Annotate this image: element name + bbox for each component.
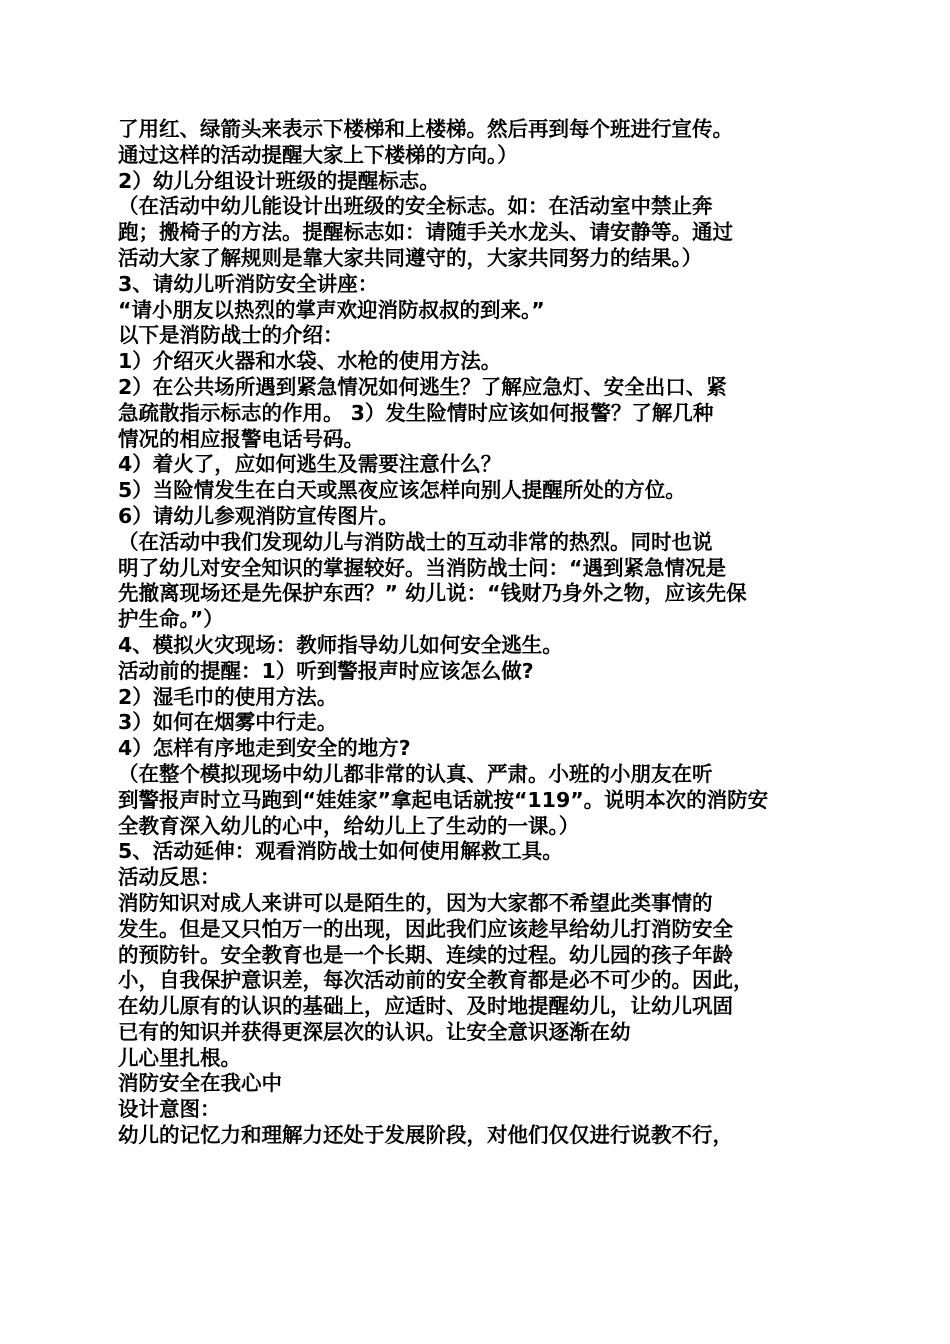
text-line: 5）当险情发生在白天或黑夜应该怎样向别人提醒所处的方位。: [118, 478, 686, 503]
text-line: 了用红、绿箭头来表示下楼梯和上楼梯。然后再到每个班进行宣传。: [118, 117, 733, 141]
text-line: 儿心里扎根。: [118, 1045, 241, 1070]
text-line: 4、模拟火灾现场：教师指导幼儿如何安全逃生。: [118, 632, 563, 657]
text-line: 跑；搬椅子的方法。提醒标志如：请随手关水龙头、请安静等。通过: [118, 220, 733, 245]
text-line: 2）湿毛巾的使用方法。: [118, 684, 338, 709]
text-line: 幼儿的记忆力和理解力还处于发展阶段，对他们仅仅进行说教不行，: [118, 1123, 733, 1148]
document-body: [118, 117, 848, 1149]
section-heading: 消防安全在我心中: [118, 1071, 282, 1096]
text-line: 通过这样的活动提醒大家上下楼梯的方向。）: [118, 142, 518, 167]
text-line: 1）介绍灭火器和水袋、水枪的使用方法。: [118, 349, 502, 374]
text-line: 发生。但是又只怕万一的出现，因此我们应该趁早给幼儿打消防安全: [118, 916, 733, 941]
text-line: 设计意图：: [118, 1097, 221, 1122]
text-line: 在幼儿原有的认识的基础上，应适时、及时地提醒幼儿，让幼儿巩固: [118, 994, 733, 1019]
text-line: 急疏散指示标志的作用。 3）发生险情时应该如何报警？了解几种: [118, 400, 714, 425]
text-line: 活动大家了解规则是靠大家共同遵守的，大家共同努力的结果。）: [118, 245, 703, 270]
text-line: 活动前的提醒：1）听到警报声时应该怎么做?: [118, 658, 534, 683]
text-line: 2）在公共场所遇到紧急情况如何逃生？了解应急灯、安全出口、紧: [118, 374, 727, 399]
text-line: （在整个模拟现场中幼儿都非常的认真、严肃。小班的小朋友在听: [118, 761, 713, 786]
text-line: 3、请幼儿听消防安全讲座：: [118, 271, 379, 296]
text-line: 消防知识对成人来讲可以是陌生的，因为大家都不希望此类事情的: [118, 890, 713, 915]
text-line: “请小朋友以热烈的掌声欢迎消防叔叔的到来。”: [118, 297, 545, 322]
text-line: 活动反思：: [118, 865, 221, 890]
text-line: 到警报声时立马跑到“娃娃家”拿起电话就按“119”。说明本次的消防安: [118, 787, 769, 812]
text-line: 小，自我保护意识差，每次活动前的安全教育都是必不可少的。因此，: [118, 968, 754, 993]
text-line: 以下是消防战士的介绍：: [118, 323, 344, 348]
text-line: 全教育深入幼儿的心中，给幼儿上了生动的一课。）: [118, 813, 580, 838]
text-line: 明了幼儿对安全知识的掌握较好。当消防战士问：“遇到紧急情况是: [118, 555, 726, 580]
text-line: 的预防针。安全教育也是一个长期、连续的过程。幼儿园的孩子年龄: [118, 942, 733, 967]
text-line: 3）如何在烟雾中行走。: [118, 710, 338, 735]
text-line: 2）幼儿分组设计班级的提醒标志。: [118, 168, 440, 193]
text-line: 4）怎样有序地走到安全的地方?: [118, 736, 411, 761]
text-line: 5、活动延伸：观看消防战士如何使用解救工具。: [118, 839, 563, 864]
text-line: （在活动中我们发现幼儿与消防战士的互动非常的热烈。同时也说: [118, 529, 713, 554]
text-line: 4）着火了，应如何逃生及需要注意什么？: [118, 452, 502, 477]
text-line: 6）请幼儿参观消防宣传图片。: [118, 503, 399, 528]
text-line: 护生命。”）: [118, 607, 224, 632]
text-line: （在活动中幼儿能设计出班级的安全标志。如：在活动室中禁止奔: [118, 194, 713, 219]
text-line: 先撤离现场还是先保护东西？” 幼儿说：“钱财乃身外之物，应该先保: [118, 581, 747, 606]
text-line: 情况的相应报警电话号码。: [118, 426, 364, 451]
text-line: 已有的知识并获得更深层次的认识。让安全意识逐渐在幼: [118, 1019, 631, 1044]
